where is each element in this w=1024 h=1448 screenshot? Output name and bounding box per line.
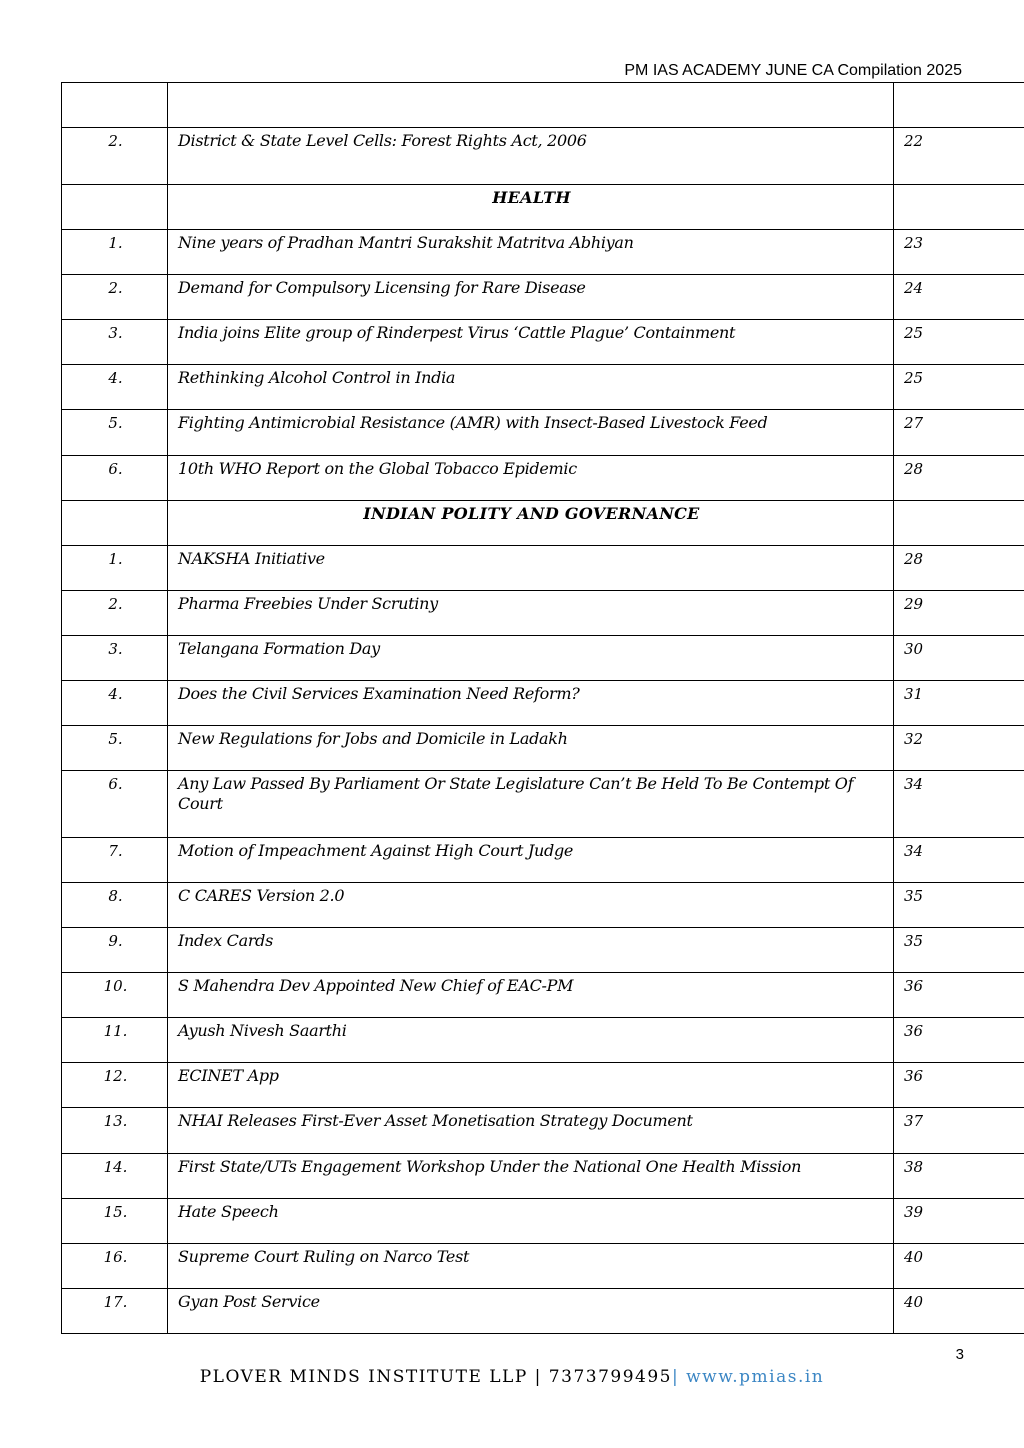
item-number: 6. [62,456,168,501]
item-title: India joins Elite group of Rinderpest Virus ‘Cattle Plague’ Containment [168,320,894,365]
table-row [62,883,1024,928]
table-row [62,128,1024,185]
table-row [62,838,1024,883]
table-row [62,410,1024,456]
table-row [62,1244,1024,1289]
item-page: 40 [894,1289,1024,1334]
item-page: 28 [894,546,1024,591]
item-page: 40 [894,1244,1024,1289]
item-page: 28 [894,456,1024,501]
table-row [62,771,1024,838]
item-page: 25 [894,320,1024,365]
item-number: 3. [62,636,168,681]
page-number: 3 [955,1346,964,1363]
table-row [62,1199,1024,1244]
item-title: Supreme Court Ruling on Narco Test [168,1244,894,1289]
item-number [62,185,168,230]
item-number: 3. [62,320,168,365]
section-header-row [62,185,1024,230]
table-row [62,1018,1024,1063]
item-number: 6. [62,771,168,838]
table-row [62,591,1024,636]
item-page: 24 [894,275,1024,320]
table-row [62,230,1024,275]
table-row [62,681,1024,726]
footer-website-link[interactable]: www.pmias.in [686,1367,825,1387]
item-page: 27 [894,410,1024,456]
section-header-row [62,501,1024,546]
item-title: District & State Level Cells: Forest Rights Act, 2006 [168,128,894,185]
item-title: Demand for Compulsory Licensing for Rare Disease [168,275,894,320]
item-number [62,83,168,128]
item-number: 14. [62,1154,168,1199]
table-row [62,275,1024,320]
table-of-contents [61,82,1024,1334]
item-title: 10th WHO Report on the Global Tobacco Epidemic [168,456,894,501]
item-title: Nine years of Pradhan Mantri Surakshit Matritva Abhiyan [168,230,894,275]
table-row [62,1154,1024,1199]
table-row [62,456,1024,501]
item-number: 5. [62,726,168,771]
item-number: 1. [62,546,168,591]
item-title [168,83,894,128]
item-title: Pharma Freebies Under Scrutiny [168,591,894,636]
item-page: 31 [894,681,1024,726]
item-title: NHAI Releases First-Ever Asset Monetisation Strategy Document [168,1108,894,1154]
item-title: Ayush Nivesh Saarthi [168,1018,894,1063]
item-page [894,501,1024,546]
item-page: 38 [894,1154,1024,1199]
item-page: 25 [894,365,1024,410]
item-title: Rethinking Alcohol Control in India [168,365,894,410]
item-title: Motion of Impeachment Against High Court Judge [168,838,894,883]
item-title: Gyan Post Service [168,1289,894,1334]
item-page: 29 [894,591,1024,636]
item-page: 36 [894,973,1024,1018]
section-title: HEALTH [168,185,894,230]
item-number: 9. [62,928,168,973]
footer-org: PLOVER MINDS INSTITUTE LLP | 7373799495 [199,1367,672,1387]
item-number: 4. [62,681,168,726]
item-page: 35 [894,883,1024,928]
item-number: 8. [62,883,168,928]
item-page: 39 [894,1199,1024,1244]
table-row [62,83,1024,128]
item-page: 22 [894,128,1024,185]
item-number: 11. [62,1018,168,1063]
item-number: 12. [62,1063,168,1108]
table-row [62,1063,1024,1108]
table-row [62,973,1024,1018]
item-title: Index Cards [168,928,894,973]
item-title: Fighting Antimicrobial Resistance (AMR) with Insect-Based Livestock Feed [168,410,894,456]
item-page: 23 [894,230,1024,275]
item-number: 17. [62,1289,168,1334]
item-title: New Regulations for Jobs and Domicile in Ladakh [168,726,894,771]
item-number [62,501,168,546]
item-page [894,185,1024,230]
item-page: 30 [894,636,1024,681]
item-page: 36 [894,1018,1024,1063]
section-title: INDIAN POLITY AND GOVERNANCE [168,501,894,546]
item-number: 5. [62,410,168,456]
item-number: 2. [62,128,168,185]
item-number: 4. [62,365,168,410]
item-number: 10. [62,973,168,1018]
item-number: 2. [62,591,168,636]
item-title: NAKSHA Initiative [168,546,894,591]
item-title: S Mahendra Dev Appointed New Chief of EAC-PM [168,973,894,1018]
page-header: PM IAS ACADEMY JUNE CA Compilation 2025 [624,62,962,79]
item-page: 35 [894,928,1024,973]
item-title: C CARES Version 2.0 [168,883,894,928]
item-title: ECINET App [168,1063,894,1108]
item-page [894,83,1024,128]
item-number: 2. [62,275,168,320]
item-number: 1. [62,230,168,275]
item-number: 7. [62,838,168,883]
item-page: 37 [894,1108,1024,1154]
table-row [62,636,1024,681]
footer-separator: | [671,1367,687,1387]
item-title: Any Law Passed By Parliament Or State Legislature Can’t Be Held To Be Contempt Of Court [168,771,894,838]
item-page: 36 [894,1063,1024,1108]
item-title: First State/UTs Engagement Workshop Under the National One Health Mission [168,1154,894,1199]
table-row [62,546,1024,591]
table-row [62,1289,1024,1334]
table-row [62,726,1024,771]
item-title: Does the Civil Services Examination Need Reform? [168,681,894,726]
page-footer [0,1367,1024,1387]
table-row [62,365,1024,410]
item-title: Hate Speech [168,1199,894,1244]
item-number: 15. [62,1199,168,1244]
item-number: 13. [62,1108,168,1154]
item-page: 32 [894,726,1024,771]
item-page: 34 [894,771,1024,838]
table-row [62,928,1024,973]
table-row [62,320,1024,365]
item-title: Telangana Formation Day [168,636,894,681]
item-number: 16. [62,1244,168,1289]
table-row [62,1108,1024,1154]
item-page: 34 [894,838,1024,883]
